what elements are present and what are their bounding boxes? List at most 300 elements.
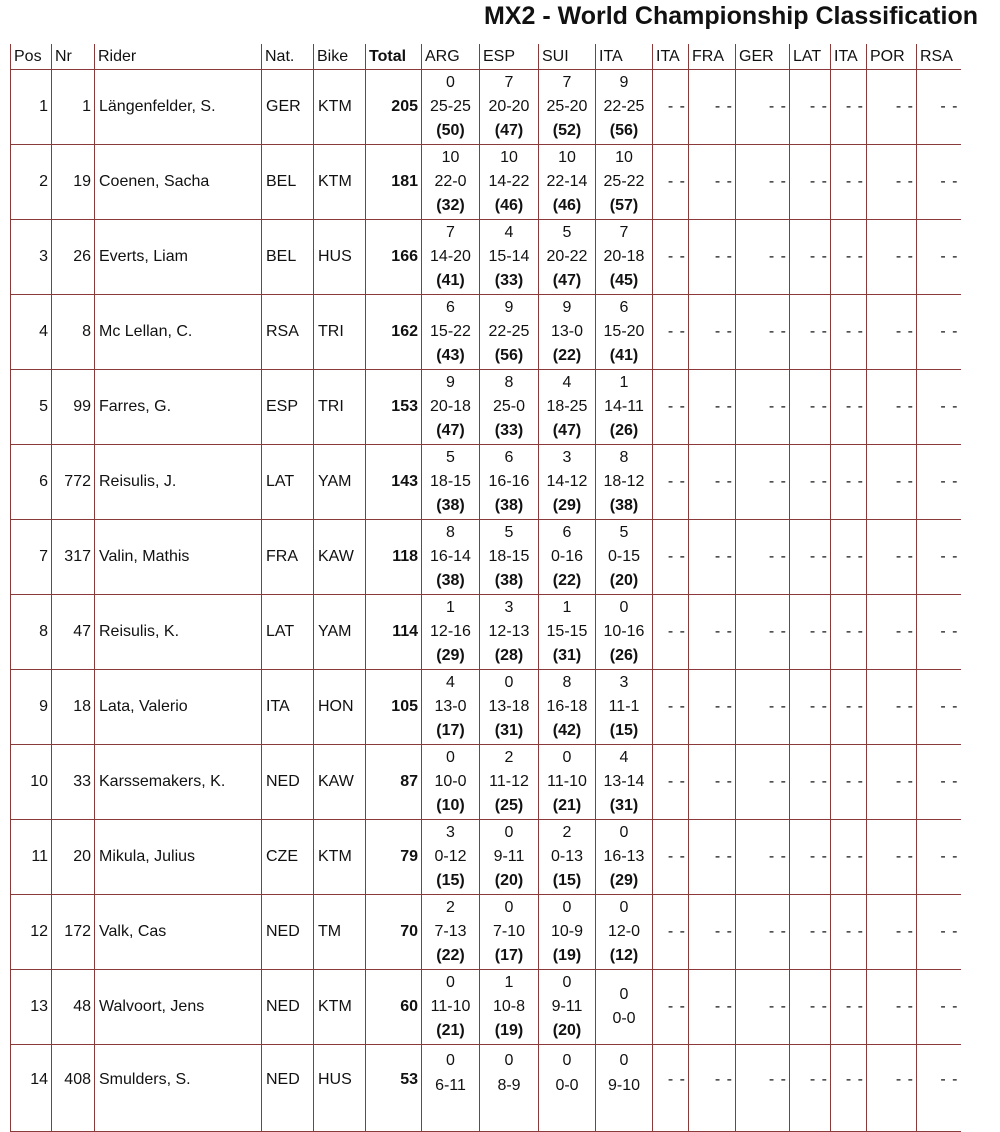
round-result-cell: [596, 1045, 653, 1132]
round-total: (31): [609, 797, 639, 814]
bike-cell: YAM: [314, 445, 366, 520]
round-total: (38): [436, 572, 465, 589]
round-total: (25): [494, 797, 524, 814]
total-points-cell: 143: [366, 445, 422, 520]
bonus-points: 0: [562, 899, 572, 916]
empty-round-cell: - -: [653, 145, 689, 220]
empty-round-cell: - -: [917, 220, 961, 295]
round-result-cell: [539, 370, 596, 445]
nationality-cell: LAT: [262, 445, 314, 520]
table-row: [11, 295, 961, 370]
round-total: (20): [494, 872, 524, 889]
bike-cell: KAW: [314, 520, 366, 595]
bonus-points: 1: [446, 599, 455, 616]
heat-points: 0-13: [550, 848, 584, 865]
empty-round-cell: - -: [653, 520, 689, 595]
total-points-cell: 70: [366, 895, 422, 970]
empty-round-cell: - -: [736, 1045, 790, 1132]
round-total: (22): [552, 572, 582, 589]
heat-points: 22-25: [603, 98, 645, 115]
total-points-cell: 162: [366, 295, 422, 370]
total-points-cell: 105: [366, 670, 422, 745]
bonus-points: 6: [619, 299, 629, 316]
heat-points: 0-0: [555, 1077, 579, 1094]
heat-points: 9-11: [493, 848, 525, 865]
bonus-points: 0: [619, 899, 629, 916]
bonus-points: 0: [446, 974, 455, 991]
bike-cell: YAM: [314, 595, 366, 670]
empty-round-cell: - -: [867, 1045, 917, 1132]
round-total: (20): [609, 572, 639, 589]
bonus-points: 10: [441, 149, 460, 166]
round-total: (41): [436, 272, 465, 289]
round-total: (38): [494, 497, 524, 514]
empty-round-cell: - -: [831, 820, 867, 895]
round-result-cell: [422, 145, 480, 220]
heat-points: 10-0: [434, 773, 467, 790]
rider-name-cell: Everts, Liam: [95, 220, 262, 295]
heat-points: 11-1: [608, 698, 640, 715]
bonus-points: 4: [619, 749, 629, 766]
empty-round-cell: - -: [653, 745, 689, 820]
round-result-cell: [422, 895, 480, 970]
empty-round-cell: - -: [653, 70, 689, 145]
round-result-cell: [422, 295, 480, 370]
round-total: (22): [552, 347, 582, 364]
round-total: (22): [436, 947, 465, 964]
empty-round-cell: - -: [867, 820, 917, 895]
table-row: [11, 370, 961, 445]
heat-points: 11-10: [430, 998, 471, 1015]
table-row: [11, 220, 961, 295]
bike-cell: KTM: [314, 145, 366, 220]
round-result-cell: [539, 595, 596, 670]
round-result-cell: [422, 670, 480, 745]
empty-round-cell: - -: [790, 70, 831, 145]
rider-number-cell: 317: [52, 520, 95, 595]
empty-round-cell: - -: [689, 670, 736, 745]
heat-points: 20-18: [603, 248, 645, 265]
bonus-points: 4: [504, 224, 514, 241]
column-header-round-esp[interactable]: ESP: [480, 44, 539, 70]
position-cell: 2: [11, 145, 52, 220]
bonus-points: 6: [562, 524, 572, 541]
bike-cell: KTM: [314, 970, 366, 1045]
classification-table: [10, 44, 961, 1132]
heat-points: 12-13: [488, 623, 530, 640]
bonus-points: 0: [562, 974, 572, 991]
bike-cell: KAW: [314, 745, 366, 820]
empty-round-cell: - -: [831, 520, 867, 595]
rider-number-cell: 772: [52, 445, 95, 520]
empty-round-cell: - -: [917, 820, 961, 895]
round-result-cell: [422, 595, 480, 670]
column-header-round-ita-1[interactable]: ITA: [596, 44, 653, 70]
bonus-points: 3: [562, 449, 572, 466]
empty-round-cell: - -: [831, 145, 867, 220]
bike-cell: HUS: [314, 220, 366, 295]
column-header-round-ger[interactable]: GER: [736, 44, 790, 70]
nationality-cell: LAT: [262, 595, 314, 670]
round-total: (21): [552, 797, 582, 814]
total-points-cell: 181: [366, 145, 422, 220]
empty-round-cell: - -: [831, 745, 867, 820]
round-result-cell: [422, 220, 480, 295]
empty-round-cell: - -: [736, 370, 790, 445]
column-header-round-por[interactable]: POR: [867, 44, 917, 70]
nationality-cell: CZE: [262, 820, 314, 895]
bonus-points: 9: [619, 74, 629, 91]
bonus-points: 0: [562, 1052, 572, 1069]
round-result-cell: [539, 220, 596, 295]
heat-points: 13-0: [434, 698, 467, 715]
heat-points: 25-20: [546, 98, 588, 115]
round-result-cell: [539, 895, 596, 970]
rider-number-cell: 18: [52, 670, 95, 745]
heat-points: 9-10: [607, 1077, 641, 1094]
empty-round-cell: - -: [790, 295, 831, 370]
empty-round-cell: - -: [867, 970, 917, 1045]
round-result-cell: [480, 970, 539, 1045]
empty-round-cell: - -: [736, 820, 790, 895]
table-row: [11, 1045, 961, 1132]
empty-round-cell: - -: [653, 820, 689, 895]
total-points-cell: 118: [366, 520, 422, 595]
heat-points: 13-0: [550, 323, 584, 340]
round-result-cell: [422, 1045, 480, 1132]
bike-cell: KTM: [314, 820, 366, 895]
round-result-cell: [596, 145, 653, 220]
empty-round-cell: - -: [867, 895, 917, 970]
rider-name-cell: Reisulis, K.: [95, 595, 262, 670]
heat-points: 18-12: [603, 473, 645, 490]
empty-round-cell: - -: [831, 70, 867, 145]
round-total: (41): [609, 347, 639, 364]
nationality-cell: NED: [262, 1045, 314, 1132]
empty-round-cell: - -: [653, 970, 689, 1045]
empty-round-cell: - -: [689, 1045, 736, 1132]
rider-number-cell: 19: [52, 145, 95, 220]
rider-name-cell: Lata, Valerio: [95, 670, 262, 745]
empty-round-cell: - -: [917, 745, 961, 820]
round-result-cell: [422, 370, 480, 445]
bike-cell: HUS: [314, 1045, 366, 1132]
empty-round-cell: - -: [653, 445, 689, 520]
heat-points: 16-13: [603, 848, 645, 865]
rider-name-cell: Smulders, S.: [95, 1045, 262, 1132]
rider-name-cell: Längenfelder, S.: [95, 70, 262, 145]
round-result-cell: [596, 670, 653, 745]
round-result-cell: [596, 295, 653, 370]
position-cell: 14: [11, 1045, 52, 1132]
heat-points: 25-25: [430, 98, 471, 115]
round-result-cell: [480, 670, 539, 745]
empty-round-cell: - -: [790, 145, 831, 220]
heat-points: 10-9: [550, 923, 584, 940]
position-cell: 6: [11, 445, 52, 520]
round-total: (17): [494, 947, 524, 964]
total-points-cell: 153: [366, 370, 422, 445]
empty-round-cell: - -: [867, 370, 917, 445]
round-result-cell: [596, 220, 653, 295]
total-points-cell: 79: [366, 820, 422, 895]
bonus-points: 10: [615, 149, 633, 166]
round-result-cell: [539, 145, 596, 220]
bonus-points: 9: [562, 299, 572, 316]
empty-round-cell: - -: [653, 295, 689, 370]
round-total: (56): [609, 122, 639, 139]
empty-round-cell: - -: [831, 670, 867, 745]
empty-round-cell: - -: [736, 745, 790, 820]
position-cell: 13: [11, 970, 52, 1045]
heat-points: 22-14: [546, 173, 588, 190]
empty-round-cell: - -: [790, 595, 831, 670]
round-result-cell: [596, 445, 653, 520]
round-total: (15): [609, 722, 639, 739]
table-row: [11, 820, 961, 895]
empty-round-cell: - -: [689, 70, 736, 145]
empty-round-cell: - -: [790, 895, 831, 970]
round-total: (38): [494, 572, 524, 589]
column-header-nat[interactable]: Nat.: [262, 44, 314, 70]
table-row: [11, 445, 961, 520]
empty-round-cell: - -: [790, 1045, 831, 1132]
round-result-cell: [480, 520, 539, 595]
empty-round-cell: - -: [653, 895, 689, 970]
column-header-round-lat[interactable]: LAT: [790, 44, 831, 70]
round-result-cell: [539, 70, 596, 145]
round-total: (31): [494, 722, 524, 739]
empty-round-cell: - -: [790, 370, 831, 445]
empty-round-cell: - -: [831, 1045, 867, 1132]
column-header-total[interactable]: Total: [366, 44, 422, 70]
heat-points: 22-25: [488, 323, 530, 340]
empty-round-cell: - -: [831, 370, 867, 445]
empty-round-cell: - -: [867, 745, 917, 820]
rider-number-cell: 408: [52, 1045, 95, 1132]
heat-points: 0-16: [550, 548, 584, 565]
column-header-round-arg[interactable]: ARG: [422, 44, 480, 70]
bonus-points: 0: [504, 899, 514, 916]
bonus-points: 8: [562, 674, 572, 691]
heat-points: 14-22: [488, 173, 530, 190]
column-header-nr[interactable]: Nr: [52, 44, 95, 70]
round-total: (28): [494, 647, 524, 664]
rider-name-cell: Mc Lellan, C.: [95, 295, 262, 370]
round-total: (21): [436, 1022, 465, 1039]
empty-round-cell: - -: [653, 370, 689, 445]
bonus-points: 5: [446, 449, 455, 466]
heat-points: 25-22: [603, 173, 645, 190]
bonus-points: 1: [504, 974, 514, 991]
rider-number-cell: 99: [52, 370, 95, 445]
bonus-points: 10: [500, 149, 518, 166]
column-header-bike[interactable]: Bike: [314, 44, 366, 70]
heat-points: 7-13: [434, 923, 467, 940]
nationality-cell: GER: [262, 70, 314, 145]
column-header-pos[interactable]: Pos: [11, 44, 52, 70]
position-cell: 3: [11, 220, 52, 295]
position-cell: 1: [11, 70, 52, 145]
bonus-points: 0: [504, 824, 514, 841]
empty-round-cell: - -: [831, 220, 867, 295]
nationality-cell: NED: [262, 970, 314, 1045]
empty-round-cell: - -: [867, 295, 917, 370]
nationality-cell: ITA: [262, 670, 314, 745]
empty-round-cell: - -: [653, 220, 689, 295]
bonus-points: 1: [562, 599, 572, 616]
empty-round-cell: - -: [790, 520, 831, 595]
empty-round-cell: - -: [790, 670, 831, 745]
empty-round-cell: - -: [867, 520, 917, 595]
rider-name-cell: Coenen, Sacha: [95, 145, 262, 220]
position-cell: 12: [11, 895, 52, 970]
bonus-points: 7: [562, 74, 572, 91]
round-result-cell: [539, 670, 596, 745]
empty-round-cell: - -: [736, 145, 790, 220]
rider-number-cell: 8: [52, 295, 95, 370]
round-total: (15): [552, 872, 582, 889]
round-total: (12): [609, 947, 639, 964]
heat-points: 16-18: [546, 698, 588, 715]
empty-round-cell: - -: [689, 370, 736, 445]
round-total: (29): [609, 872, 639, 889]
bonus-points: 5: [619, 524, 629, 541]
empty-round-cell: - -: [790, 970, 831, 1045]
bonus-points: 0: [619, 599, 629, 616]
heat-points: 20-22: [546, 248, 588, 265]
heat-points: 11-12: [489, 773, 529, 790]
heat-points: 20-18: [430, 398, 471, 415]
column-header-round-ita-2[interactable]: ITA: [653, 44, 689, 70]
round-total: (45): [609, 272, 639, 289]
heat-points: 18-15: [488, 548, 530, 565]
column-header-rider[interactable]: Rider: [95, 44, 262, 70]
round-total: (42): [552, 722, 582, 739]
bonus-points: 8: [504, 374, 514, 391]
round-result-cell: [422, 820, 480, 895]
column-header-round-fra[interactable]: FRA: [689, 44, 736, 70]
empty-round-cell: - -: [867, 70, 917, 145]
bonus-points: 3: [446, 824, 455, 841]
round-result-cell: [596, 370, 653, 445]
bonus-points: 7: [619, 224, 629, 241]
round-total: (31): [552, 647, 582, 664]
round-result-cell: [422, 520, 480, 595]
rider-number-cell: 48: [52, 970, 95, 1045]
rider-number-cell: 1: [52, 70, 95, 145]
nationality-cell: RSA: [262, 295, 314, 370]
heat-points: 15-22: [430, 323, 471, 340]
round-result-cell: [596, 970, 653, 1045]
round-total: (50): [436, 122, 465, 139]
nationality-cell: ESP: [262, 370, 314, 445]
heat-points: 13-18: [488, 698, 530, 715]
empty-round-cell: - -: [917, 670, 961, 745]
bonus-points: 0: [446, 749, 455, 766]
heat-points: 0-12: [434, 848, 467, 865]
bonus-points: 1: [619, 374, 629, 391]
header-row: [11, 44, 961, 70]
round-result-cell: [596, 820, 653, 895]
bonus-points: 0: [504, 674, 514, 691]
round-total: (29): [552, 497, 582, 514]
round-result-cell: [422, 745, 480, 820]
empty-round-cell: - -: [689, 520, 736, 595]
heat-points: 14-11: [604, 398, 644, 415]
heat-points: 7-10: [492, 923, 526, 940]
round-total: (19): [494, 1022, 524, 1039]
heat-points: 15-20: [603, 323, 645, 340]
empty-round-cell: - -: [689, 970, 736, 1045]
round-total: (38): [609, 497, 639, 514]
empty-round-cell: - -: [831, 970, 867, 1045]
empty-round-cell: - -: [790, 220, 831, 295]
table-row: [11, 970, 961, 1045]
empty-round-cell: - -: [689, 145, 736, 220]
heat-points: 16-14: [430, 548, 471, 565]
table-row: [11, 745, 961, 820]
bonus-points: 9: [504, 299, 514, 316]
bonus-points: 8: [446, 524, 455, 541]
column-header-round-rsa[interactable]: RSA: [917, 44, 961, 70]
bonus-points: 0: [619, 1052, 629, 1069]
round-result-cell: [539, 820, 596, 895]
heat-points: 6-11: [435, 1077, 466, 1094]
empty-round-cell: - -: [736, 70, 790, 145]
round-total: (38): [436, 497, 465, 514]
total-points-cell: 60: [366, 970, 422, 1045]
bonus-points: 0: [619, 824, 629, 841]
nationality-cell: NED: [262, 895, 314, 970]
bonus-points: 0: [619, 986, 629, 1003]
bonus-points: 0: [504, 1052, 514, 1069]
position-cell: 10: [11, 745, 52, 820]
table-row: [11, 895, 961, 970]
table-row: [11, 70, 961, 145]
nationality-cell: BEL: [262, 145, 314, 220]
total-points-cell: 87: [366, 745, 422, 820]
table-row: [11, 670, 961, 745]
table-row: [11, 145, 961, 220]
rider-number-cell: 47: [52, 595, 95, 670]
rider-number-cell: 20: [52, 820, 95, 895]
position-cell: 9: [11, 670, 52, 745]
empty-round-cell: - -: [689, 820, 736, 895]
table-row: [11, 520, 961, 595]
rider-name-cell: Mikula, Julius: [95, 820, 262, 895]
heat-points: 9-11: [551, 998, 583, 1015]
column-header-round-sui[interactable]: SUI: [539, 44, 596, 70]
round-result-cell: [480, 370, 539, 445]
heat-points: 14-12: [546, 473, 588, 490]
round-result-cell: [422, 445, 480, 520]
heat-points: 15-14: [488, 248, 530, 265]
heat-points: 20-20: [488, 98, 530, 115]
empty-round-cell: - -: [736, 895, 790, 970]
empty-round-cell: - -: [689, 595, 736, 670]
total-points-cell: 166: [366, 220, 422, 295]
empty-round-cell: - -: [917, 445, 961, 520]
column-header-round-ita-3[interactable]: ITA: [831, 44, 867, 70]
round-total: (32): [436, 197, 465, 214]
empty-round-cell: - -: [917, 70, 961, 145]
rider-name-cell: Valin, Mathis: [95, 520, 262, 595]
bonus-points: 6: [446, 299, 455, 316]
nationality-cell: BEL: [262, 220, 314, 295]
total-points-cell: 205: [366, 70, 422, 145]
rider-name-cell: Reisulis, J.: [95, 445, 262, 520]
